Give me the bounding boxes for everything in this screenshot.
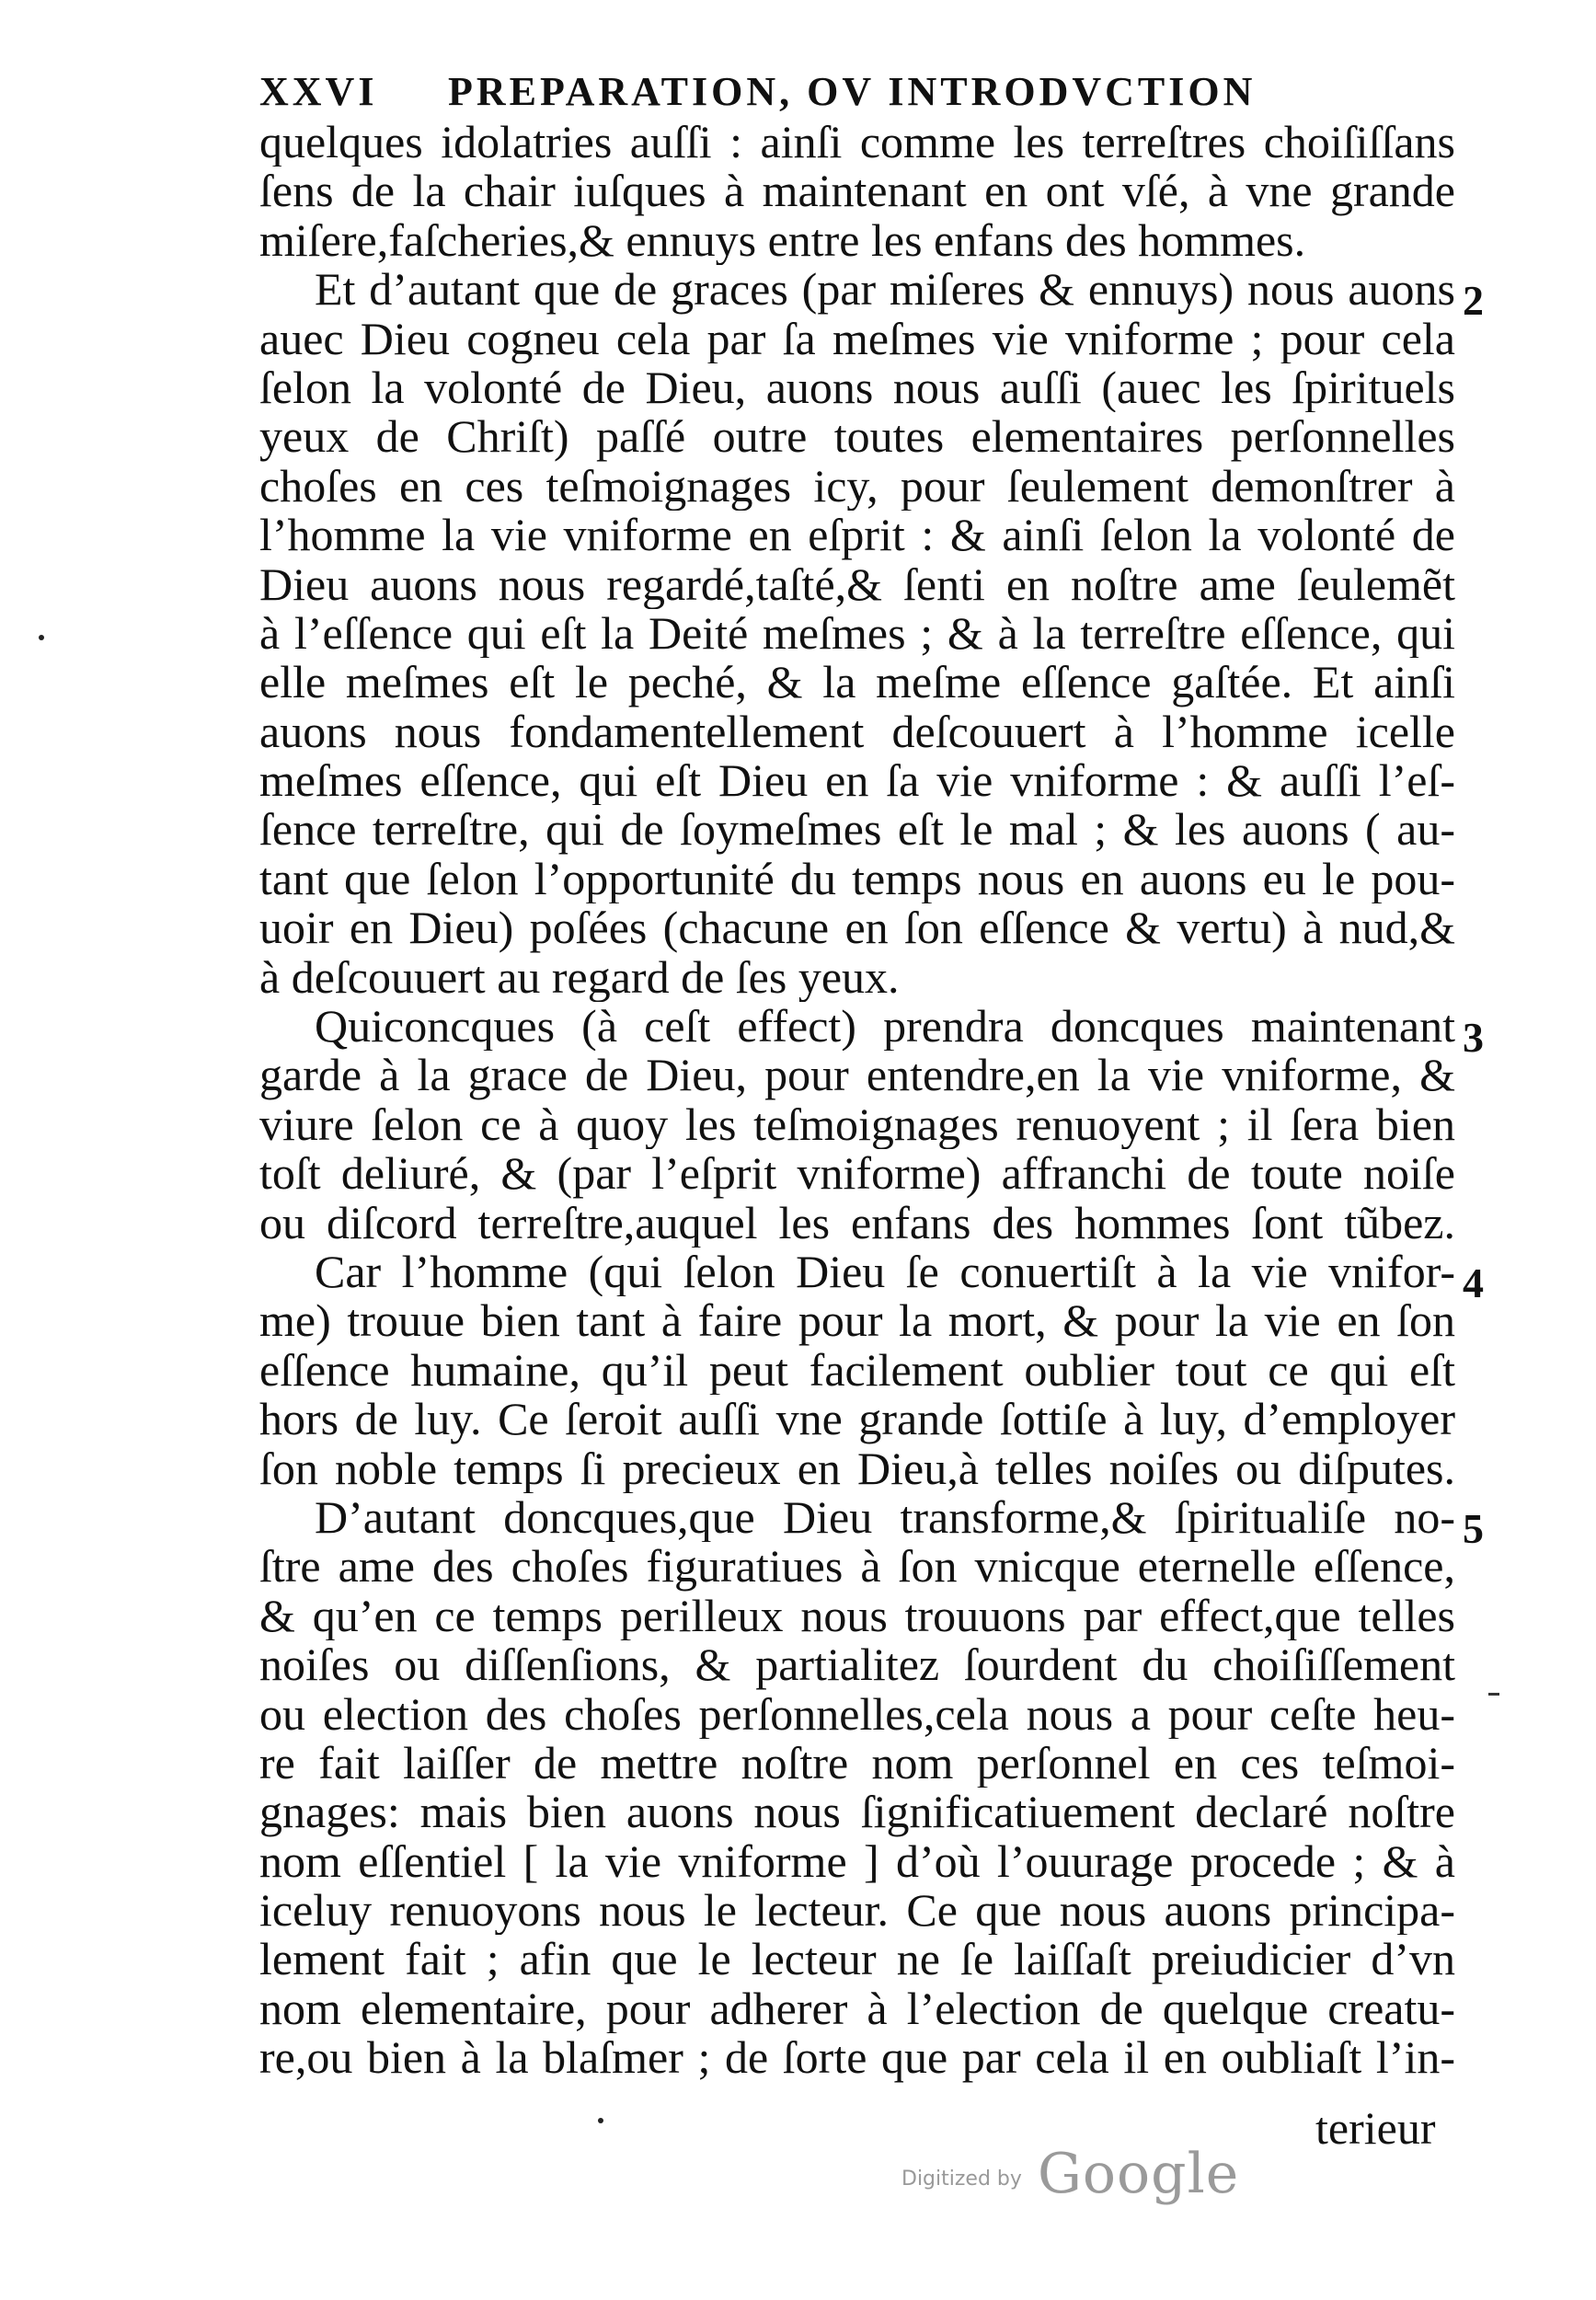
text-line: me) trouue bien tant à faire pour la mort, & pour la vie en ſon bbox=[259, 1296, 1455, 1346]
text-line: eſſence humaine, qu’il peut facilement oublier tout ce qui eſt bbox=[259, 1345, 1455, 1396]
text-line: nom elementaire, pour adherer à l’election de quelque creatu- bbox=[259, 1984, 1455, 2034]
running-title: PREPARATION, OV INTRODVCTION bbox=[448, 69, 1257, 114]
text-line: ſelon la volonté de Dieu, auons nous auſſi (auec les ſpirituels bbox=[259, 362, 1455, 413]
text-line: gnages: mais bien auons nous ſignificatiuement declaré noſtre bbox=[259, 1788, 1455, 1837]
verse-number: 5 bbox=[1463, 1505, 1484, 1552]
verse-number: 3 bbox=[1463, 1014, 1484, 1061]
text-line: noiſes ou diſſenſions, & partialitez ſourdent du choiſiſſement bbox=[259, 1640, 1455, 1690]
verse-number: 4 bbox=[1463, 1259, 1484, 1306]
text-line: choſes en ces teſmoignages icy, pour ſeulement demonſtrer à bbox=[259, 461, 1455, 512]
text-line: Dieu auons nous regardé,taſté,& ſenti en noſtre ame ſeulemẽt bbox=[259, 559, 1455, 609]
page-number: XXVI bbox=[259, 69, 378, 114]
text-line: tant que ſelon l’opportunité du temps nous en auons eu le pou- bbox=[259, 854, 1455, 904]
text-line: uoir en Dieu) poſées (chacune en ſon eſſence & vertu) à nud,& bbox=[259, 903, 1455, 953]
google-logo: Google bbox=[1038, 2142, 1240, 2206]
text-line: viure ſelon ce à quoy les teſmoignages renuoyent ; il ſera bien bbox=[259, 1099, 1455, 1150]
text-line: auec Dieu cogneu cela par ſa meſmes vie vniforme ; pour cela bbox=[259, 314, 1455, 363]
body-text bbox=[259, 118, 1455, 2083]
text-line: Car l’homme (qui ſelon Dieu ſe conuertiſt à la vie vnifor- bbox=[315, 1247, 1455, 1297]
text-line: nom eſſentiel [ la vie vniforme ] d’où l’ouurage procede ; & à bbox=[259, 1836, 1455, 1887]
text-line: ou election des choſes perſonnelles,cela nous a pour ceſte heu- bbox=[259, 1689, 1455, 1739]
text-line: ou diſcord terreſtre,auquel les enfans des hommes ſont tũbez. bbox=[259, 1198, 1455, 1248]
ink-mark bbox=[1488, 1693, 1499, 1696]
catchword: terieur bbox=[1315, 2102, 1436, 2154]
text-line: elle meſmes eſt le peché, & la meſme eſſence gaſtée. Et ainſi bbox=[259, 658, 1455, 707]
running-header bbox=[259, 68, 1455, 123]
text-line: meſmes eſſence, qui eſt Dieu en ſa vie vniforme : & auſſi l’eſ- bbox=[259, 756, 1455, 806]
text-line: re fait laiſſer de mettre noſtre nom perſonnel en ces teſmoi- bbox=[259, 1738, 1455, 1788]
text-line: miſere,faſcheries,& ennuys entre les enfans des hommes. bbox=[259, 215, 1306, 266]
text-line: iceluy renuoyons nous le lecteur. Ce que nous auons principa- bbox=[259, 1886, 1455, 1936]
text-line: à l’eſſence qui eſt la Deité meſmes ; & à la terreſtre eſſence, qui bbox=[259, 608, 1455, 659]
text-line: l’homme la vie vniforme en eſprit : & ainſi ſelon la volonté de bbox=[259, 511, 1455, 560]
text-line: lement fait ; afin que le lecteur ne ſe laiſſaſt preiudicier d’vn bbox=[259, 1935, 1455, 1984]
text-line: hors de luy. Ce ſeroit auſſi vne grande ſottiſe à luy, d’employer bbox=[259, 1395, 1455, 1444]
text-line: à deſcouuert au regard de ſes yeux. bbox=[259, 952, 900, 1003]
text-line: auons nous fondamentellement deſcouuert à l’homme icelle bbox=[259, 707, 1455, 757]
digitized-by-text: Digitized by bbox=[901, 2168, 1022, 2191]
text-line: toſt deliuré, & (par l’eſprit vniforme) affranchi de toute noiſe bbox=[259, 1149, 1455, 1199]
ink-speck bbox=[598, 2118, 603, 2123]
ink-speck bbox=[39, 635, 44, 640]
text-line: yeux de Chriſt) paſſé outre toutes elementaires perſonnelles bbox=[259, 412, 1455, 462]
text-line: ſtre ame des choſes figuratiues à ſon vnicque eternelle eſſence, bbox=[259, 1542, 1455, 1592]
verse-number: 2 bbox=[1463, 277, 1484, 324]
text-line: re,ou bien à la blaſmer ; de ſorte que par cela il en oubliaſt l’in- bbox=[259, 2033, 1455, 2083]
text-line: ſence terreſtre, qui de ſoymeſmes eſt le mal ; & les auons ( au- bbox=[259, 805, 1455, 855]
text-line: & qu’en ce temps perilleux nous trouuons par effect,que telles bbox=[259, 1591, 1455, 1641]
text-line: Quiconcques (à ceſt effect) prendra doncques maintenant bbox=[315, 1002, 1455, 1052]
text-line: garde à la grace de Dieu, pour entendre,en la vie vniforme, & bbox=[259, 1051, 1455, 1100]
text-line: D’autant doncques,que Dieu transforme,& ſpiritualiſe no- bbox=[315, 1492, 1455, 1543]
text-line: ſens de la chair iuſques à maintenant en ont vſé, à vne grande bbox=[259, 167, 1455, 216]
text-line: Et d’autant que de graces (par miſeres & ennuys) nous auons bbox=[315, 265, 1455, 315]
text-line: quelques idolatries auſſi : ainſi comme les terreſtres choiſiſſans bbox=[259, 118, 1455, 167]
text-line: ſon noble temps ſi precieux en Dieu,à telles noiſes ou diſputes. bbox=[259, 1443, 1455, 1493]
